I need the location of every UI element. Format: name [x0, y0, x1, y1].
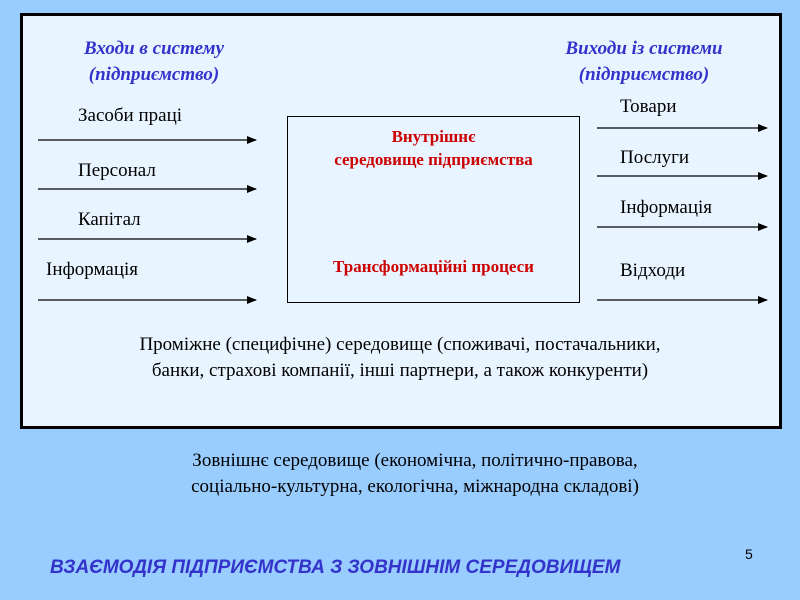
output-label-1: Товари: [620, 96, 677, 117]
intermediate-line1: Проміжне (специфічне) середовище (споживачі, постачальники,: [139, 334, 661, 355]
page-number: 5: [745, 546, 753, 562]
output-label-4: Відходи: [620, 260, 686, 281]
input-label-4: Інформація: [46, 259, 139, 280]
external-line1: Зовнішнє середовище (економічна, політично-правова,: [192, 450, 638, 471]
output-label-3: Інформація: [620, 197, 713, 218]
intermediate-environment: [40, 332, 760, 384]
outputs-heading-line2: (підприємство): [578, 64, 710, 85]
internal-title: [287, 125, 580, 171]
external-environment: [60, 448, 770, 500]
intermediate-line2: банки, страхові компанії, інші партнери, а також конкуренти): [151, 360, 649, 381]
outputs-heading: [524, 36, 764, 88]
internal-title-line2: середовище підприємства: [334, 150, 533, 169]
input-label-1: Засоби праці: [78, 105, 183, 126]
input-label-2: Персонал: [78, 160, 156, 181]
output-label-2: Послуги: [620, 147, 690, 168]
slide-title: ВЗАЄМОДІЯ ПІДПРИЄМСТВА З ЗОВНІШНІМ СЕРЕДОВИЩЕМ: [50, 557, 621, 578]
inputs-heading-line1: Входи в систему: [83, 38, 225, 59]
outputs-heading-line1: Виходи із системи: [565, 38, 723, 59]
external-line2: соціально-культурна, екологічна, міжнародна складові): [191, 476, 639, 497]
internal-title-line1: Внутрішнє: [391, 127, 476, 146]
inputs-heading-line2: (підприємство): [88, 64, 220, 85]
inputs-heading: [34, 36, 274, 88]
input-label-3: Капітал: [78, 209, 141, 230]
transformation-processes: Трансформаційні процеси: [333, 257, 534, 276]
